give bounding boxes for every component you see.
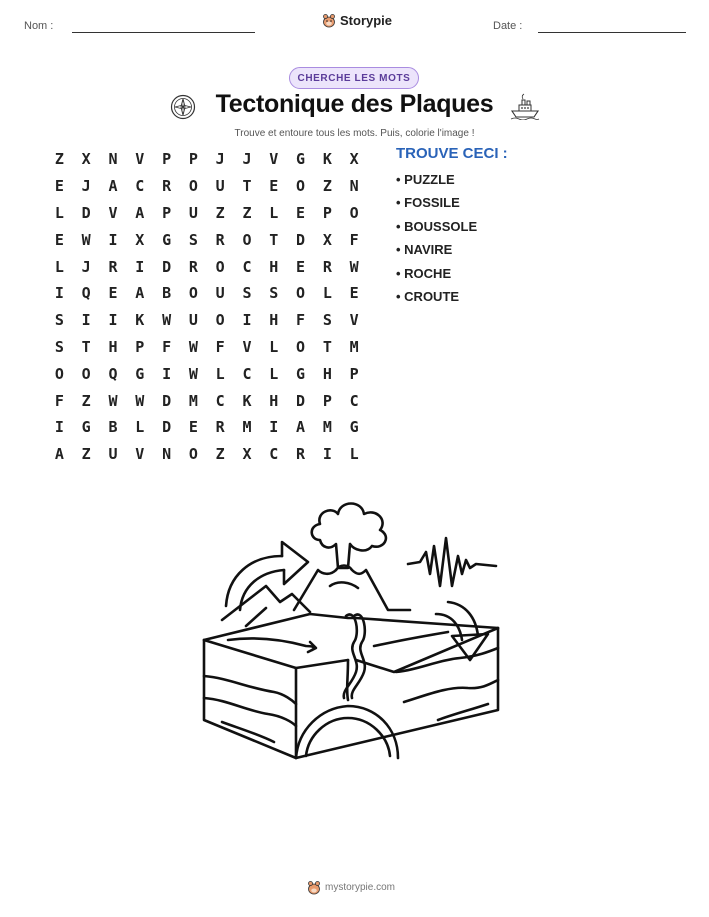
grid-letter: I (108, 230, 118, 249)
grid-letter: W (108, 391, 118, 410)
grid-letter: W (188, 337, 198, 356)
grid-letter: J (81, 177, 91, 196)
grid-letter: O (296, 284, 306, 303)
grid-letter: Z (322, 177, 332, 196)
grid-letter: X (135, 230, 145, 249)
grid-letter: F (349, 230, 359, 249)
grid-letter: L (135, 418, 145, 437)
grid-letter: L (54, 257, 64, 276)
grid-letter: N (162, 445, 172, 464)
grid-letter: S (269, 284, 279, 303)
grid-letter: M (242, 418, 252, 437)
page-title: Tectonique des Plaques (215, 90, 494, 118)
date-line (538, 32, 686, 33)
grid-letter: L (269, 364, 279, 383)
grid-letter: R (322, 257, 332, 276)
grid-letter: E (269, 177, 279, 196)
grid-letter: X (81, 150, 91, 169)
word-list (396, 171, 477, 311)
grid-row (46, 173, 368, 200)
grid-letter: X (349, 150, 359, 169)
grid-letter: W (135, 391, 145, 410)
grid-letter: K (322, 150, 332, 169)
footer-url: mystorypie.com (325, 882, 396, 893)
grid-letter: E (296, 203, 306, 222)
activity-badge: CHERCHE LES MOTS (289, 67, 419, 89)
name-label: Nom : (24, 20, 54, 32)
grid-letter: O (296, 177, 306, 196)
grid-letter: L (349, 445, 359, 464)
grid-letter: A (296, 418, 306, 437)
grid-letter: I (242, 311, 252, 330)
grid-letter: D (296, 391, 306, 410)
grid-letter: T (322, 337, 332, 356)
grid-row (46, 253, 368, 280)
grid-letter: R (108, 257, 118, 276)
grid-letter: Z (215, 445, 225, 464)
grid-letter: U (215, 284, 225, 303)
grid-letter: Z (54, 150, 64, 169)
grid-letter: O (296, 337, 306, 356)
grid-letter: V (135, 150, 145, 169)
grid-letter: L (215, 364, 225, 383)
grid-row (46, 334, 368, 361)
grid-letter: O (54, 364, 64, 383)
grid-letter: F (296, 311, 306, 330)
grid-letter: C (215, 391, 225, 410)
grid-letter: I (135, 257, 145, 276)
grid-letter: B (108, 418, 118, 437)
grid-letter: J (215, 150, 225, 169)
grid-letter: M (188, 391, 198, 410)
grid-letter: F (54, 391, 64, 410)
grid-letter: I (54, 418, 64, 437)
grid-letter: D (162, 391, 172, 410)
grid-letter: A (135, 284, 145, 303)
grid-letter: Z (81, 391, 91, 410)
grid-letter: M (322, 418, 332, 437)
grid-letter: U (188, 311, 198, 330)
grid-letter: A (135, 203, 145, 222)
grid-letter: W (349, 257, 359, 276)
grid-letter: G (296, 364, 306, 383)
name-line (72, 32, 255, 33)
grid-letter: P (162, 203, 172, 222)
grid-letter: G (296, 150, 306, 169)
grid-letter: T (81, 337, 91, 356)
word-list-title: TROUVE CECI : (396, 145, 508, 162)
grid-letter: S (188, 230, 198, 249)
grid-letter: E (54, 177, 64, 196)
grid-letter: F (162, 337, 172, 356)
grid-letter: O (188, 177, 198, 196)
grid-row (46, 360, 368, 387)
grid-letter: O (188, 445, 198, 464)
grid-letter: U (108, 445, 118, 464)
grid-row (46, 307, 368, 334)
grid-letter: E (296, 257, 306, 276)
grid-letter: V (269, 150, 279, 169)
grid-letter: R (296, 445, 306, 464)
grid-letter: P (135, 337, 145, 356)
grid-letter: P (349, 364, 359, 383)
plate-tectonics-illustration (198, 490, 508, 790)
grid-letter: E (188, 418, 198, 437)
brand-name: Storypie (340, 13, 393, 28)
grid-letter: S (322, 311, 332, 330)
grid-letter: E (108, 284, 118, 303)
grid-letter: V (349, 311, 359, 330)
grid-letter: S (54, 337, 64, 356)
grid-letter: J (242, 150, 252, 169)
grid-row (46, 200, 368, 227)
instructions: Trouve et entoure tous les mots. Puis, colorie l'image ! (234, 128, 475, 139)
grid-letter: I (322, 445, 332, 464)
grid-letter: C (269, 445, 279, 464)
grid-letter: C (242, 364, 252, 383)
grid-letter: D (81, 203, 91, 222)
grid-letter: H (269, 311, 279, 330)
grid-letter: B (162, 284, 172, 303)
grid-letter: I (162, 364, 172, 383)
storypie-mascot-icon (322, 13, 336, 28)
storypie-mascot-icon (307, 880, 321, 895)
word-list-item: • BOUSSOLE (396, 218, 478, 234)
grid-letter: X (242, 445, 252, 464)
grid-letter: Q (81, 284, 91, 303)
grid-letter: R (215, 230, 225, 249)
grid-letter: G (162, 230, 172, 249)
grid-row (46, 146, 368, 173)
grid-letter: G (81, 418, 91, 437)
grid-letter: H (108, 337, 118, 356)
grid-letter: U (215, 177, 225, 196)
grid-letter: G (135, 364, 145, 383)
grid-row (46, 280, 368, 307)
date-label: Date : (493, 20, 523, 32)
grid-letter: O (349, 203, 359, 222)
grid-letter: H (269, 257, 279, 276)
ship-icon (510, 92, 540, 120)
grid-letter: O (81, 364, 91, 383)
grid-letter: Z (81, 445, 91, 464)
grid-letter: E (349, 284, 359, 303)
grid-row (46, 387, 368, 414)
word-search-grid (46, 146, 368, 468)
grid-letter: W (81, 230, 91, 249)
grid-letter: S (54, 311, 64, 330)
word-list-item: • FOSSILE (396, 195, 460, 211)
grid-letter: C (349, 391, 359, 410)
grid-letter: M (349, 337, 359, 356)
grid-letter: R (215, 418, 225, 437)
grid-letter: V (135, 445, 145, 464)
grid-row (46, 441, 368, 468)
word-list-item: • NAVIRE (396, 242, 453, 258)
grid-letter: L (269, 203, 279, 222)
grid-letter: T (269, 230, 279, 249)
grid-letter: O (215, 257, 225, 276)
grid-letter: L (54, 203, 64, 222)
brand-logo (322, 13, 392, 28)
grid-letter: I (81, 311, 91, 330)
grid-letter: E (54, 230, 64, 249)
grid-letter: K (135, 311, 145, 330)
footer (307, 880, 395, 895)
grid-letter: T (242, 177, 252, 196)
word-list-item: • ROCHE (396, 265, 452, 281)
word-list-item: • CROUTE (396, 288, 460, 304)
grid-letter: D (162, 418, 172, 437)
grid-letter: Q (108, 364, 118, 383)
grid-letter: L (269, 337, 279, 356)
grid-row (46, 226, 368, 253)
grid-letter: H (322, 364, 332, 383)
grid-row (46, 414, 368, 441)
grid-letter: I (54, 284, 64, 303)
grid-letter: A (108, 177, 118, 196)
grid-letter: F (215, 337, 225, 356)
grid-letter: O (188, 284, 198, 303)
grid-letter: O (242, 230, 252, 249)
grid-letter: N (108, 150, 118, 169)
grid-letter: V (242, 337, 252, 356)
grid-letter: C (135, 177, 145, 196)
grid-letter: O (215, 311, 225, 330)
word-list-item: • PUZZLE (396, 172, 455, 187)
grid-letter: R (188, 257, 198, 276)
grid-letter: I (108, 311, 118, 330)
grid-letter: G (349, 418, 359, 437)
grid-letter: R (162, 177, 172, 196)
grid-letter: X (322, 230, 332, 249)
grid-letter: P (188, 150, 198, 169)
grid-letter: Z (215, 203, 225, 222)
grid-letter: C (242, 257, 252, 276)
grid-letter: H (269, 391, 279, 410)
grid-letter: L (322, 284, 332, 303)
grid-letter: D (162, 257, 172, 276)
grid-letter: U (188, 203, 198, 222)
grid-letter: J (81, 257, 91, 276)
grid-letter: P (322, 203, 332, 222)
grid-letter: P (322, 391, 332, 410)
grid-letter: K (242, 391, 252, 410)
grid-letter: V (108, 203, 118, 222)
grid-letter: D (296, 230, 306, 249)
grid-letter: W (188, 364, 198, 383)
grid-letter: I (269, 418, 279, 437)
grid-letter: S (242, 284, 252, 303)
grid-letter: Z (242, 203, 252, 222)
grid-letter: N (349, 177, 359, 196)
grid-letter: A (54, 445, 64, 464)
grid-letter: P (162, 150, 172, 169)
grid-letter: W (162, 311, 172, 330)
